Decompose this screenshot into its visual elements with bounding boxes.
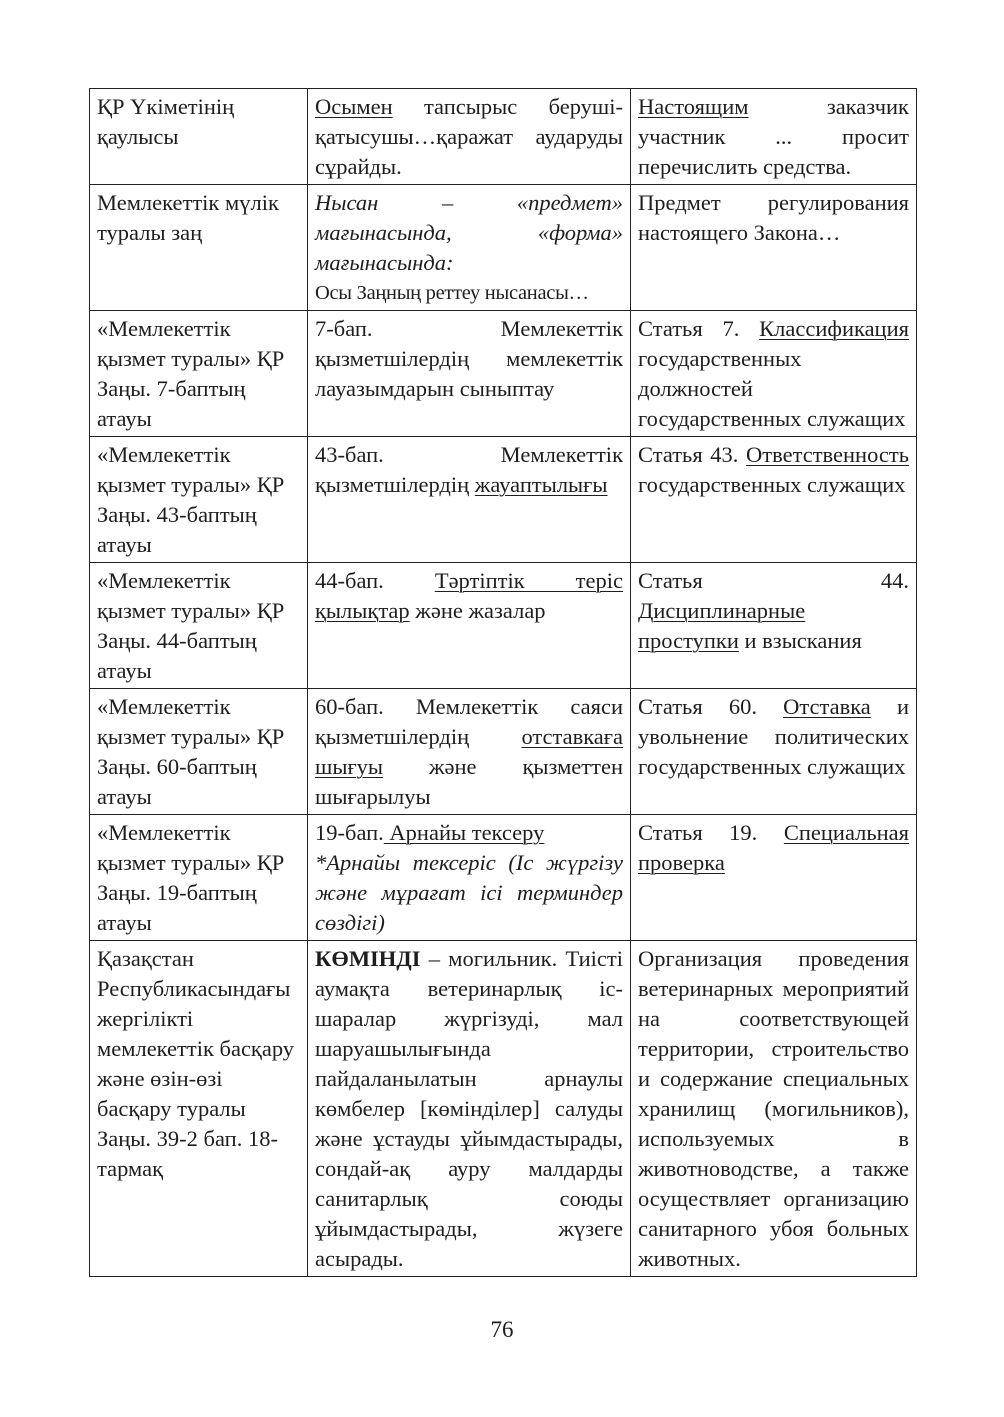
table-row [90, 815, 917, 941]
russian-cell: Статья 60. Отставка и увольнение политических государственных служащих [631, 689, 917, 815]
source-cell: «Мемлекеттік қызмет туралы» ҚР Заңы. 19-баптың атауы [90, 815, 308, 941]
table-row [90, 941, 917, 1277]
terminology-table [89, 88, 917, 1277]
source-cell: «Мемлекеттік қызмет туралы» ҚР Заңы. 44-баптың атауы [90, 563, 308, 689]
table-row [90, 437, 917, 563]
kazakh-cell: Нысан – «предмет» мағынасында, «форма» мағынасында: Осы Заңның реттеу нысанасы… [308, 185, 631, 311]
table-row [90, 311, 917, 437]
table-row [90, 185, 917, 311]
russian-cell: Настоящим заказчик участник ... просит перечислить средства. [631, 89, 917, 185]
source-cell: Мемлекеттік мүлік туралы заң [90, 185, 308, 311]
source-cell: «Мемлекеттік қызмет туралы» ҚР Заңы. 60-баптың атауы [90, 689, 308, 815]
russian-cell: Статья 44. Дисциплинарные проступки и взыскания [631, 563, 917, 689]
russian-cell: Организация проведения ветеринарных мероприятий на соответствующей территории, строительство и содержание специальных хранилищ (могильников), используемых в животноводстве, а также осуществляет организацию санитарного убоя больных животных. [631, 941, 917, 1277]
page-number: 76 [490, 1317, 514, 1342]
kazakh-cell: КӨМІНДІ – могильник. Тиісті аумақта ветеринарлық іс-шаралар жүргізуді, мал шаруашылығында пайдаланылатын арнаулы көмбелер [көміндiлер] салуды және ұстауды ұйымдастырады, сондай-ақ ауру малдарды санитарлық союды ұйымдастырады, жүзеге асырады. [308, 941, 631, 1277]
source-cell: «Мемлекеттік қызмет туралы» ҚР Заңы. 7-баптың атауы [90, 311, 308, 437]
table-row [90, 563, 917, 689]
source-cell: ҚР Үкіметінің қаулысы [90, 89, 308, 185]
russian-cell: Статья 43. Ответственность государственных служащих [631, 437, 917, 563]
russian-cell: Предмет регулирования настоящего Закона… [631, 185, 917, 311]
kazakh-cell: 44-бап. Тәртіптік теріс қылықтар және жазалар [308, 563, 631, 689]
kazakh-cell: Осымен тапсырыс беруші-қатысушы…қаражат аударуды сұрайды. [308, 89, 631, 185]
russian-cell: Статья 19. Специальная проверка [631, 815, 917, 941]
kazakh-cell: 7-бап. Мемлекеттік қызметшілердің мемлекеттік лауазымдарын сыныптау [308, 311, 631, 437]
table-row [90, 689, 917, 815]
source-cell: Қазақстан Республикасындағы жергілікті мемлекеттік басқару және өзін-өзі басқару туралы Заңы. 39-2 бап. 18-тармақ [90, 941, 308, 1277]
kazakh-cell: 60-бап. Мемлекеттік саяси қызметшілердің отставкаға шығуы және қызметтен шығарылуы [308, 689, 631, 815]
kazakh-cell: 19-бап. Арнайы тексеру *Арнайы тексеріс (Іс жүргізу және мұрағат ісі терминдер сөздігі) [308, 815, 631, 941]
source-cell: «Мемлекеттік қызмет туралы» ҚР Заңы. 43-баптың атауы [90, 437, 308, 563]
kazakh-cell: 43-бап. Мемлекеттік қызметшілердің жауаптылығы [308, 437, 631, 563]
russian-cell: Статья 7. Классификация государственных должностей государственных служащих [631, 311, 917, 437]
table-row [90, 89, 917, 185]
